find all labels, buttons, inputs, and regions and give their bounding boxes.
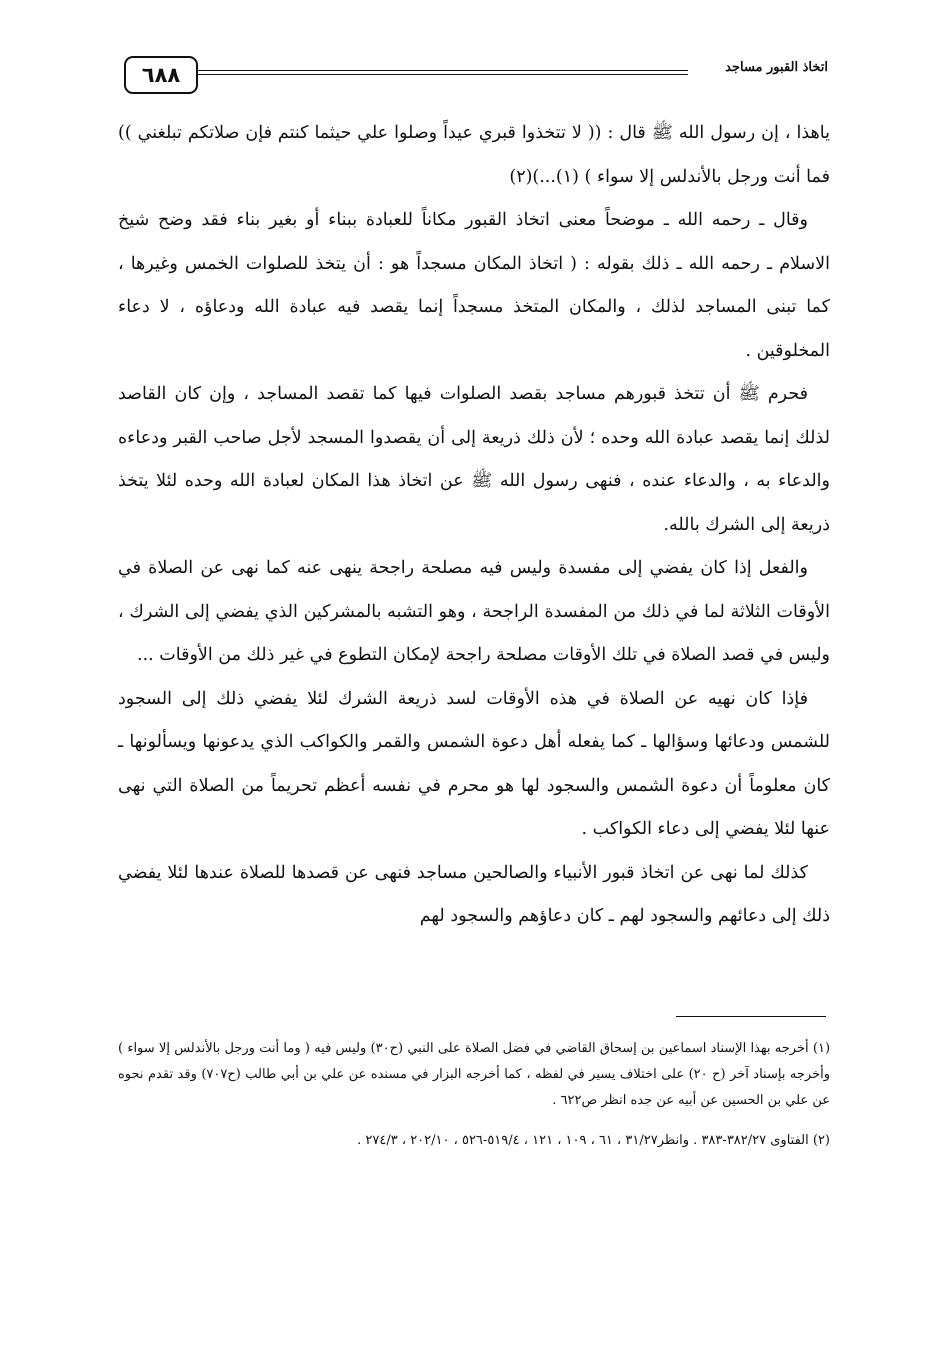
page-header [120, 52, 828, 96]
paragraph-3: فحرم ﷺ أن تتخذ قبورهم مساجد بقصد الصلوات فيها كما تقصد المساجد ، وإن كان القاصد لذلك إنما يقصد عبادة الله وحده ؛ لأن ذلك ذريعة إلى أن يقصدوا المسجد لأجل صاحب القبر ودعاءه والدعاء به ، والدعاء عنده ، فنهى رسول الله ﷺ عن اتخاذ هذا المكان لعبادة الله وحده لئلا يتخذ ذريعة إلى الشرك بالله. [118, 384, 830, 535]
paragraph-4: والفعل إذا كان يفضي إلى مفسدة وليس فيه مصلحة راجحة ينهى عنه كما نهى عن الصلاة في الأوقات الثلاثة لما في ذلك من المفسدة الراجحة ، وهو التشبه بالمشركين الذي يفضي إلى الشرك ، وليس في قصد الصلاة في تلك الأوقات مصلحة راجحة لإمكان التطوع في غير ذلك من الأوقات ... [118, 558, 830, 665]
footnote-2: (٢) الفتاوى ٣٨٢/٢٧-٣٨٣ . وانظر٣١/٢٧ ، ٦١ ، ١٠٩ ، ١٢١ ، ٥١٩/٤-٥٢٦ ، ٢٠٢/١٠ ، ٢٧٤/٣ . [357, 1133, 830, 1148]
header-rule [198, 70, 688, 71]
footnote-separator [676, 1016, 826, 1017]
footnotes [118, 1036, 830, 1154]
page-number: ٦٨٨ [124, 56, 198, 94]
header-rule-inner [198, 74, 688, 75]
paragraph-5: فإذا كان نهيه عن الصلاة في هذه الأوقات لسد ذريعة الشرك لئلا يفضي ذلك إلى السجود للشمس ودعائها وسؤالها ـ كما يفعله أهل دعوة الشمس والقمر والكواكب الذي يدعونها ويسألونها ـ كان معلوماً أن دعوة الشمس والسجود لها هو محرم في نفسه أعظم تحريماً من الصلاة التي نهى عنها لئلا يفضي إلى دعاء الكواكب . [118, 688, 830, 839]
footnote-1: (١) أخرجه بهذا الإسناد اسماعين بن إسحاق القاضي في فضل الصلاة على النبي (ح٣٠) وليس فيه ( وما أنت ورجل بالأندلس إلا سواء ) وأخرجه بإسناد آخر (ح ٢٠) على اختلاف يسير في لفظه ، كما أخرجه البزار في مسنده عن علي بن أبي طالب (ح٧٠٧) وقد تقدم نحوه عن علي بن الحسين عن أبيه عن جده انظر ص٦٢٢ . [118, 1041, 831, 1108]
paragraph-1: ياهذا ، إن رسول الله ﷺ قال : (( لا تتخذوا قبري عيداً وصلوا علي حيثما كنتم فإن صلاتكم تبلغني )) فما أنت ورجل بالأندلس إلا سواء ) (١)...)(٢) [118, 123, 830, 187]
paragraph-2: وقال ـ رحمه الله ـ موضحاً معنى اتخاذ القبور مكاناً للعبادة ببناء أو بغير بناء فقد وضح شيخ الاسلام ـ رحمه الله ـ ذلك بقوله : ( اتخاذ المكان مسجداً هو : أن يتخذ للصلوات الخمس وغيرها ، كما تبنى المساجد لذلك ، والمكان المتخذ مسجداً إنما يقصد فيه عبادة الله ودعاؤه ، لا دعاء المخلوقين . [118, 210, 830, 361]
paragraph-6: كذلك لما نهى عن اتخاذ قبور الأنبياء والصالحين مساجد فنهى عن قصدها للصلاة عندها لئلا يفضي ذلك إلى دعائهم والسجود لهم ـ كان دعاؤهم والسجود لهم [118, 862, 830, 926]
main-text [118, 112, 830, 939]
running-title: اتخاذ القبور مساجد [725, 60, 828, 75]
